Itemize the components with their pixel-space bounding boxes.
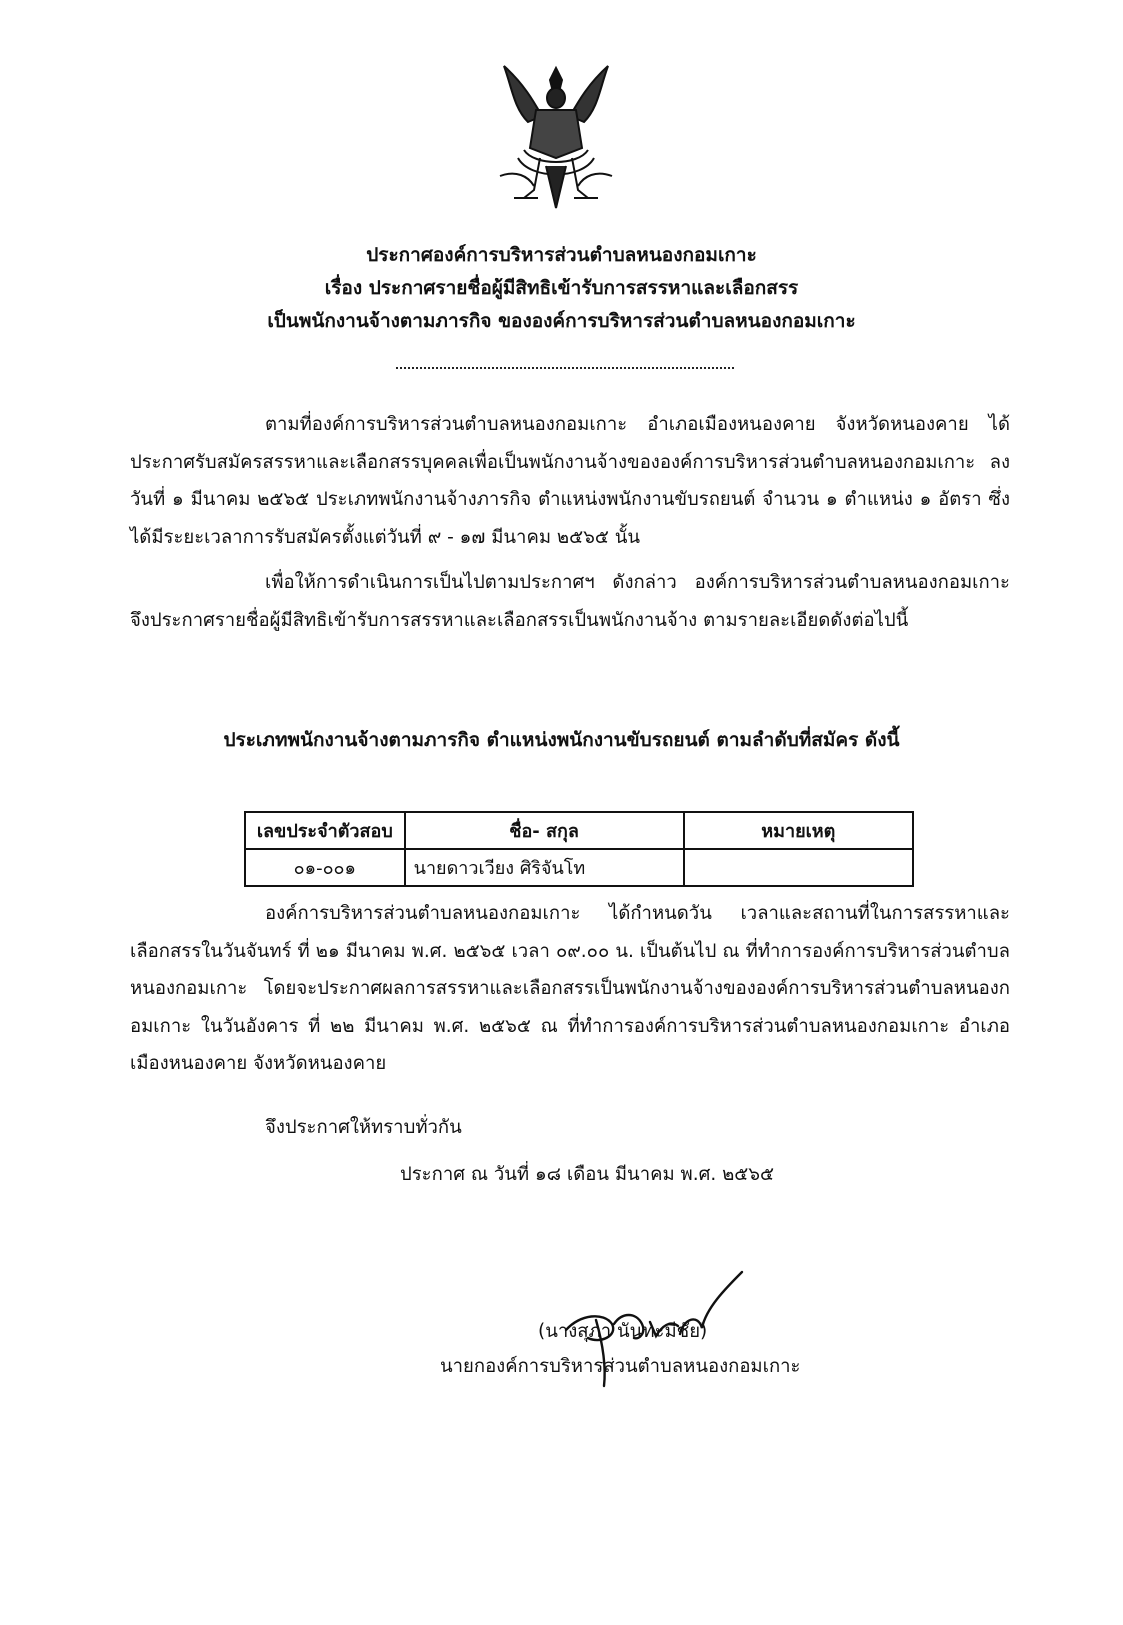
announcement-date: ประกาศ ณ วันที่ ๑๘ เดือน มีนาคม พ.ศ. ๒๕๖๕ [400,1164,775,1185]
position-subheading: ประเภทพนักงานจ้างตามภารกิจ ตำแหน่งพนักงานขับรถยนต์ ตามลำดับที่สมัคร ดังนี้ [223,729,900,751]
cell-name: นายดาวเวียง ศิริจันโท [405,849,684,886]
garuda-emblem-icon [494,58,618,218]
paragraph-schedule-text: องค์การบริหารส่วนตำบลหนองกอมเกาะ ได้กำหนดวัน เวลาและสถานที่ในการสรรหาและเลือกสรรในวันจันทร์ ที่ ๒๑ มีนาคม พ.ศ. ๒๕๖๕ เวลา ๐๙.๐๐ น. เป็นต้นไป ณ ที่ทำการองค์การบริหารส่วนตำบลหนองกอมเกาะ โดยจะประกาศผลการสรรหาและเลือกสรรเป็นพนักงานจ้างขององค์การบริหารส่วนตำบลหนองกอมเกาะ ในวันอังคาร ที่ ๒๒ มีนาคม พ.ศ. ๒๕๖๕ ณ ที่ทำการองค์การบริหารส่วนตำบลหนองกอมเกาะ อำเภอเมืองหนองคาย จังหวัดหนองคาย [130,903,1010,1074]
column-header-exam-id: เลขประจำตัวสอบ [245,812,405,849]
header-title: ประกาศองค์การบริหารส่วนตำบลหนองกอมเกาะ [366,244,757,266]
signatory-name: (นางสุภา นันทะมีชัย) [538,1321,708,1342]
header-subject: เรื่อง ประกาศรายชื่อผู้มีสิทธิเข้ารับการสรรหาและเลือกสรร [324,277,799,299]
paragraph-schedule [130,895,1010,1083]
candidate-table [244,811,914,887]
paragraph-purpose-text: เพื่อให้การดำเนินการเป็นไปตามประกาศฯ ดังกล่าว องค์การบริหารส่วนตำบลหนองกอมเกาะ จึงประกาศรายชื่อผู้มีสิทธิเข้ารับการสรรหาและเลือกสรรเป็นพนักงานจ้าง ตามรายละเอียดดังต่อไปนี้ [130,572,1010,631]
announcement-line: จึงประกาศให้ทราบทั่วกัน [265,1117,462,1138]
paragraph-purpose [130,564,1010,639]
paragraph-intro-text: ตามที่องค์การบริหารส่วนตำบลหนองกอมเกาะ อำเภอเมืองหนองคาย จังหวัดหนองคาย ได้ประกาศรับสมัครสรรหาและเลือกสรรบุคคลเพื่อเป็นพนักงานจ้างขององค์การบริหารส่วนตำบลหนองกอมเกาะ ลงวันที่ ๑ มีนาคม ๒๕๖๕ ประเภทพนักงานจ้างภารกิจ ตำแหน่งพนักงานขับรถยนต์ จำนวน ๑ ตำแหน่ง ๑ อัตรา ซึ่งได้มีระยะเวลาการรับสมัครตั้งแต่วันที่ ๙ - ๑๗ มีนาคม ๒๕๖๕ นั้น [130,414,1010,548]
paragraph-intro [130,406,1010,556]
column-header-remark: หมายเหตุ [684,812,913,849]
column-header-name: ชื่อ- สกุล [405,812,684,849]
table-row [245,849,913,886]
header-subject-continued: เป็นพนักงานจ้างตามภารกิจ ขององค์การบริหารส่วนตำบลหนองกอมเกาะ [267,310,856,332]
table-header-row [245,812,913,849]
cell-exam-id: ๐๑-๐๐๑ [245,849,405,886]
cell-remark [684,849,913,886]
dotted-divider [396,367,734,369]
signatory-title: นายกองค์การบริหารส่วนตำบลหนองกอมเกาะ [440,1356,801,1377]
